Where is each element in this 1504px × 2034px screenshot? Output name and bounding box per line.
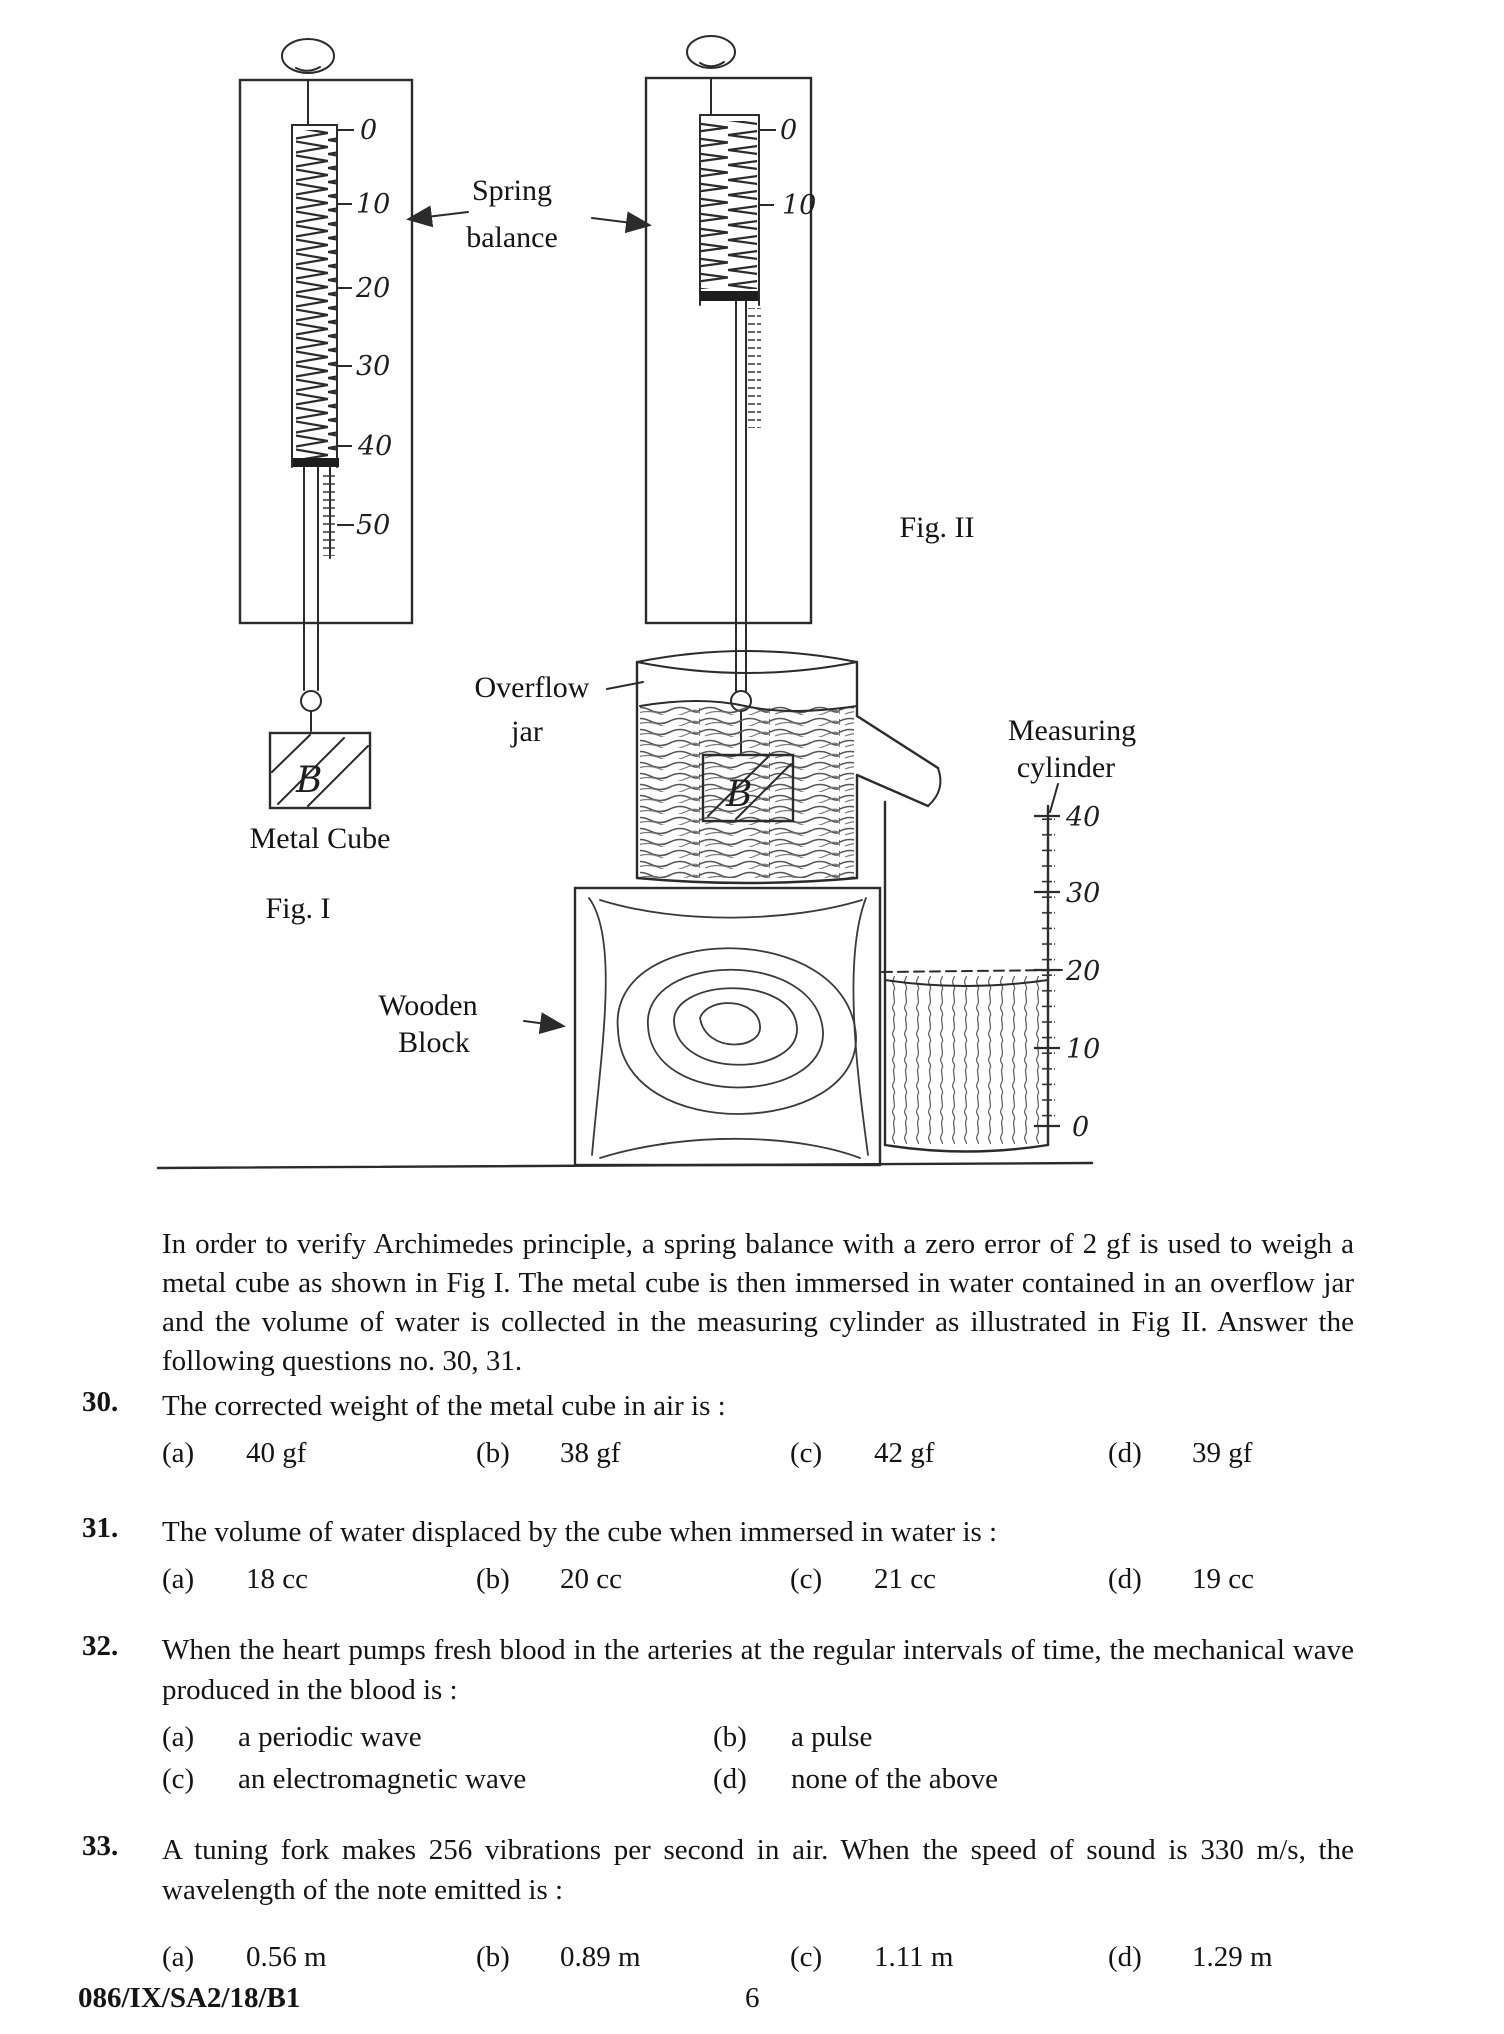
scale-mark-30: 30 [356, 351, 391, 382]
spring-label-line2: balance [466, 221, 558, 254]
option-letter: (a) [162, 1941, 195, 1973]
options-row [162, 1936, 1392, 1978]
option-letter: (b) [476, 1563, 510, 1595]
cube-letter-fig2: B [726, 774, 753, 815]
question-30 [82, 1386, 1392, 1474]
scale-mark-50: 50 [356, 510, 391, 541]
options-row [162, 1432, 1392, 1474]
overflow-label-line2: jar [511, 715, 543, 748]
wooden-label-line1: Wooden [378, 989, 478, 1022]
pointer [293, 458, 339, 467]
option-text: a pulse [791, 1721, 873, 1753]
wooden-label-line2: Block [398, 1026, 470, 1059]
fine-graduations [323, 470, 336, 556]
metal-cube-label: Metal Cube [249, 822, 391, 855]
question-number: 33. [82, 1830, 119, 1862]
options-row [162, 1558, 1392, 1600]
question-number: 30. [82, 1386, 119, 1418]
arrow-left-icon [410, 212, 468, 219]
scale-mark-0: 0 [360, 115, 378, 146]
cyl-mark-10: 10 [1066, 1034, 1101, 1065]
option-letter: (c) [790, 1563, 823, 1595]
option-letter: (b) [476, 1437, 510, 1469]
cyl-mark-40: 40 [1066, 802, 1101, 833]
top-hook-ring [687, 36, 735, 68]
water-shading [888, 976, 1046, 1144]
measuring-label-line2: cylinder [1016, 751, 1116, 784]
wooden-block-arrow-icon [524, 1021, 562, 1026]
option-text: 1.29 m [1192, 1941, 1273, 1973]
coil-spring [296, 130, 337, 460]
jar-spout [857, 716, 940, 806]
overflow-label-line1: Overflow [474, 671, 590, 704]
option-letter: (d) [1108, 1941, 1142, 1973]
wooden-block [378, 888, 880, 1165]
scale-mark-0: 0 [780, 115, 798, 146]
measuring-pointer-line [1050, 784, 1058, 812]
option-text: 21 cc [874, 1563, 936, 1595]
question-text: The volume of water displaced by the cube when immersed in water is : [162, 1516, 998, 1548]
measuring-cylinder [882, 714, 1136, 1152]
option-text: 20 cc [560, 1563, 622, 1595]
option-letter: (a) [162, 1563, 195, 1595]
option-text: 19 cc [1192, 1563, 1254, 1595]
scale-mark-40: 40 [358, 431, 393, 462]
option-text: 42 gf [874, 1437, 935, 1469]
question-32 [82, 1630, 1392, 1800]
spring-label-line1: Spring [471, 174, 553, 207]
pointer [700, 291, 758, 301]
fine-graduations [748, 308, 761, 428]
option-letter: (a) [162, 1721, 195, 1753]
question-31 [82, 1512, 1392, 1600]
paper-code: 086/IX/SA2/18/B1 [78, 1982, 301, 2014]
question-text: A tuning fork makes 256 vibrations per second in air. When the speed of sound is 330 m/s, the wavelength of the note emitted is : [162, 1834, 1354, 1906]
scale-mark-10: 10 [782, 190, 817, 221]
spring-balance-label [410, 174, 648, 254]
page-number: 6 [745, 1982, 760, 2014]
option-text: 40 gf [246, 1437, 307, 1469]
intro-paragraph: In order to verify Archimedes principle, a spring balance with a zero error of 2 gf is used to weigh a metal cube as shown in Fig I. The metal cube is then immersed in water contained in an overflow jar and the volume of water is collected in the measuring cylinder as illustrated in Fig II. Answer the following questions no. 30, 31. [162, 1228, 1354, 1377]
option-text: 39 gf [1192, 1437, 1253, 1469]
cyl-mark-30: 30 [1066, 878, 1101, 909]
scale-mark-10: 10 [356, 189, 391, 220]
ground-line [158, 1163, 1092, 1168]
spring-balance-fig1 [240, 39, 412, 925]
question-text: The corrected weight of the metal cube in air is : [162, 1390, 726, 1422]
question-text: When the heart pumps fresh blood in the arteries at the regular intervals of time, the mechanical wave produced in the blood is : [162, 1634, 1354, 1706]
overflow-jar [475, 651, 941, 883]
option-letter: (d) [1108, 1563, 1142, 1595]
cube-letter-fig1: B [296, 760, 323, 801]
metal-cube-fig1 [270, 733, 370, 808]
option-text: none of the above [791, 1763, 998, 1795]
scale-mark-20: 20 [356, 273, 391, 304]
question-number: 32. [82, 1630, 119, 1662]
spring-balance-fig2 [646, 36, 816, 755]
minor-graduations [1042, 818, 1055, 1128]
option-text: 0.89 m [560, 1941, 641, 1973]
fig2-caption: Fig. II [899, 511, 975, 544]
cyl-mark-0: 0 [1072, 1112, 1090, 1143]
question-33 [82, 1830, 1392, 1978]
option-letter: (c) [790, 1941, 823, 1973]
option-text: an electromagnetic wave [238, 1763, 527, 1795]
option-text: 18 cc [246, 1563, 308, 1595]
fig1-caption: Fig. I [265, 892, 331, 925]
option-letter: (b) [476, 1941, 510, 1973]
option-text: 38 gf [560, 1437, 621, 1469]
coil-spring [701, 121, 757, 289]
option-text: a periodic wave [238, 1721, 422, 1753]
question-number: 31. [82, 1512, 119, 1544]
options-grid [162, 1716, 1392, 1800]
option-letter: (d) [1108, 1437, 1142, 1469]
option-letter: (b) [713, 1721, 747, 1753]
option-letter: (d) [713, 1763, 747, 1795]
option-text: 1.11 m [874, 1941, 954, 1973]
option-text: 0.56 m [246, 1941, 327, 1973]
cyl-mark-20: 20 [1066, 956, 1101, 987]
arrow-right-icon [592, 218, 648, 225]
bottom-hook [301, 691, 321, 711]
top-hook-ring [282, 39, 334, 73]
option-letter: (c) [790, 1437, 823, 1469]
option-letter: (c) [162, 1763, 195, 1795]
option-letter: (a) [162, 1437, 195, 1469]
measuring-label-line1: Measuring [1007, 714, 1137, 747]
